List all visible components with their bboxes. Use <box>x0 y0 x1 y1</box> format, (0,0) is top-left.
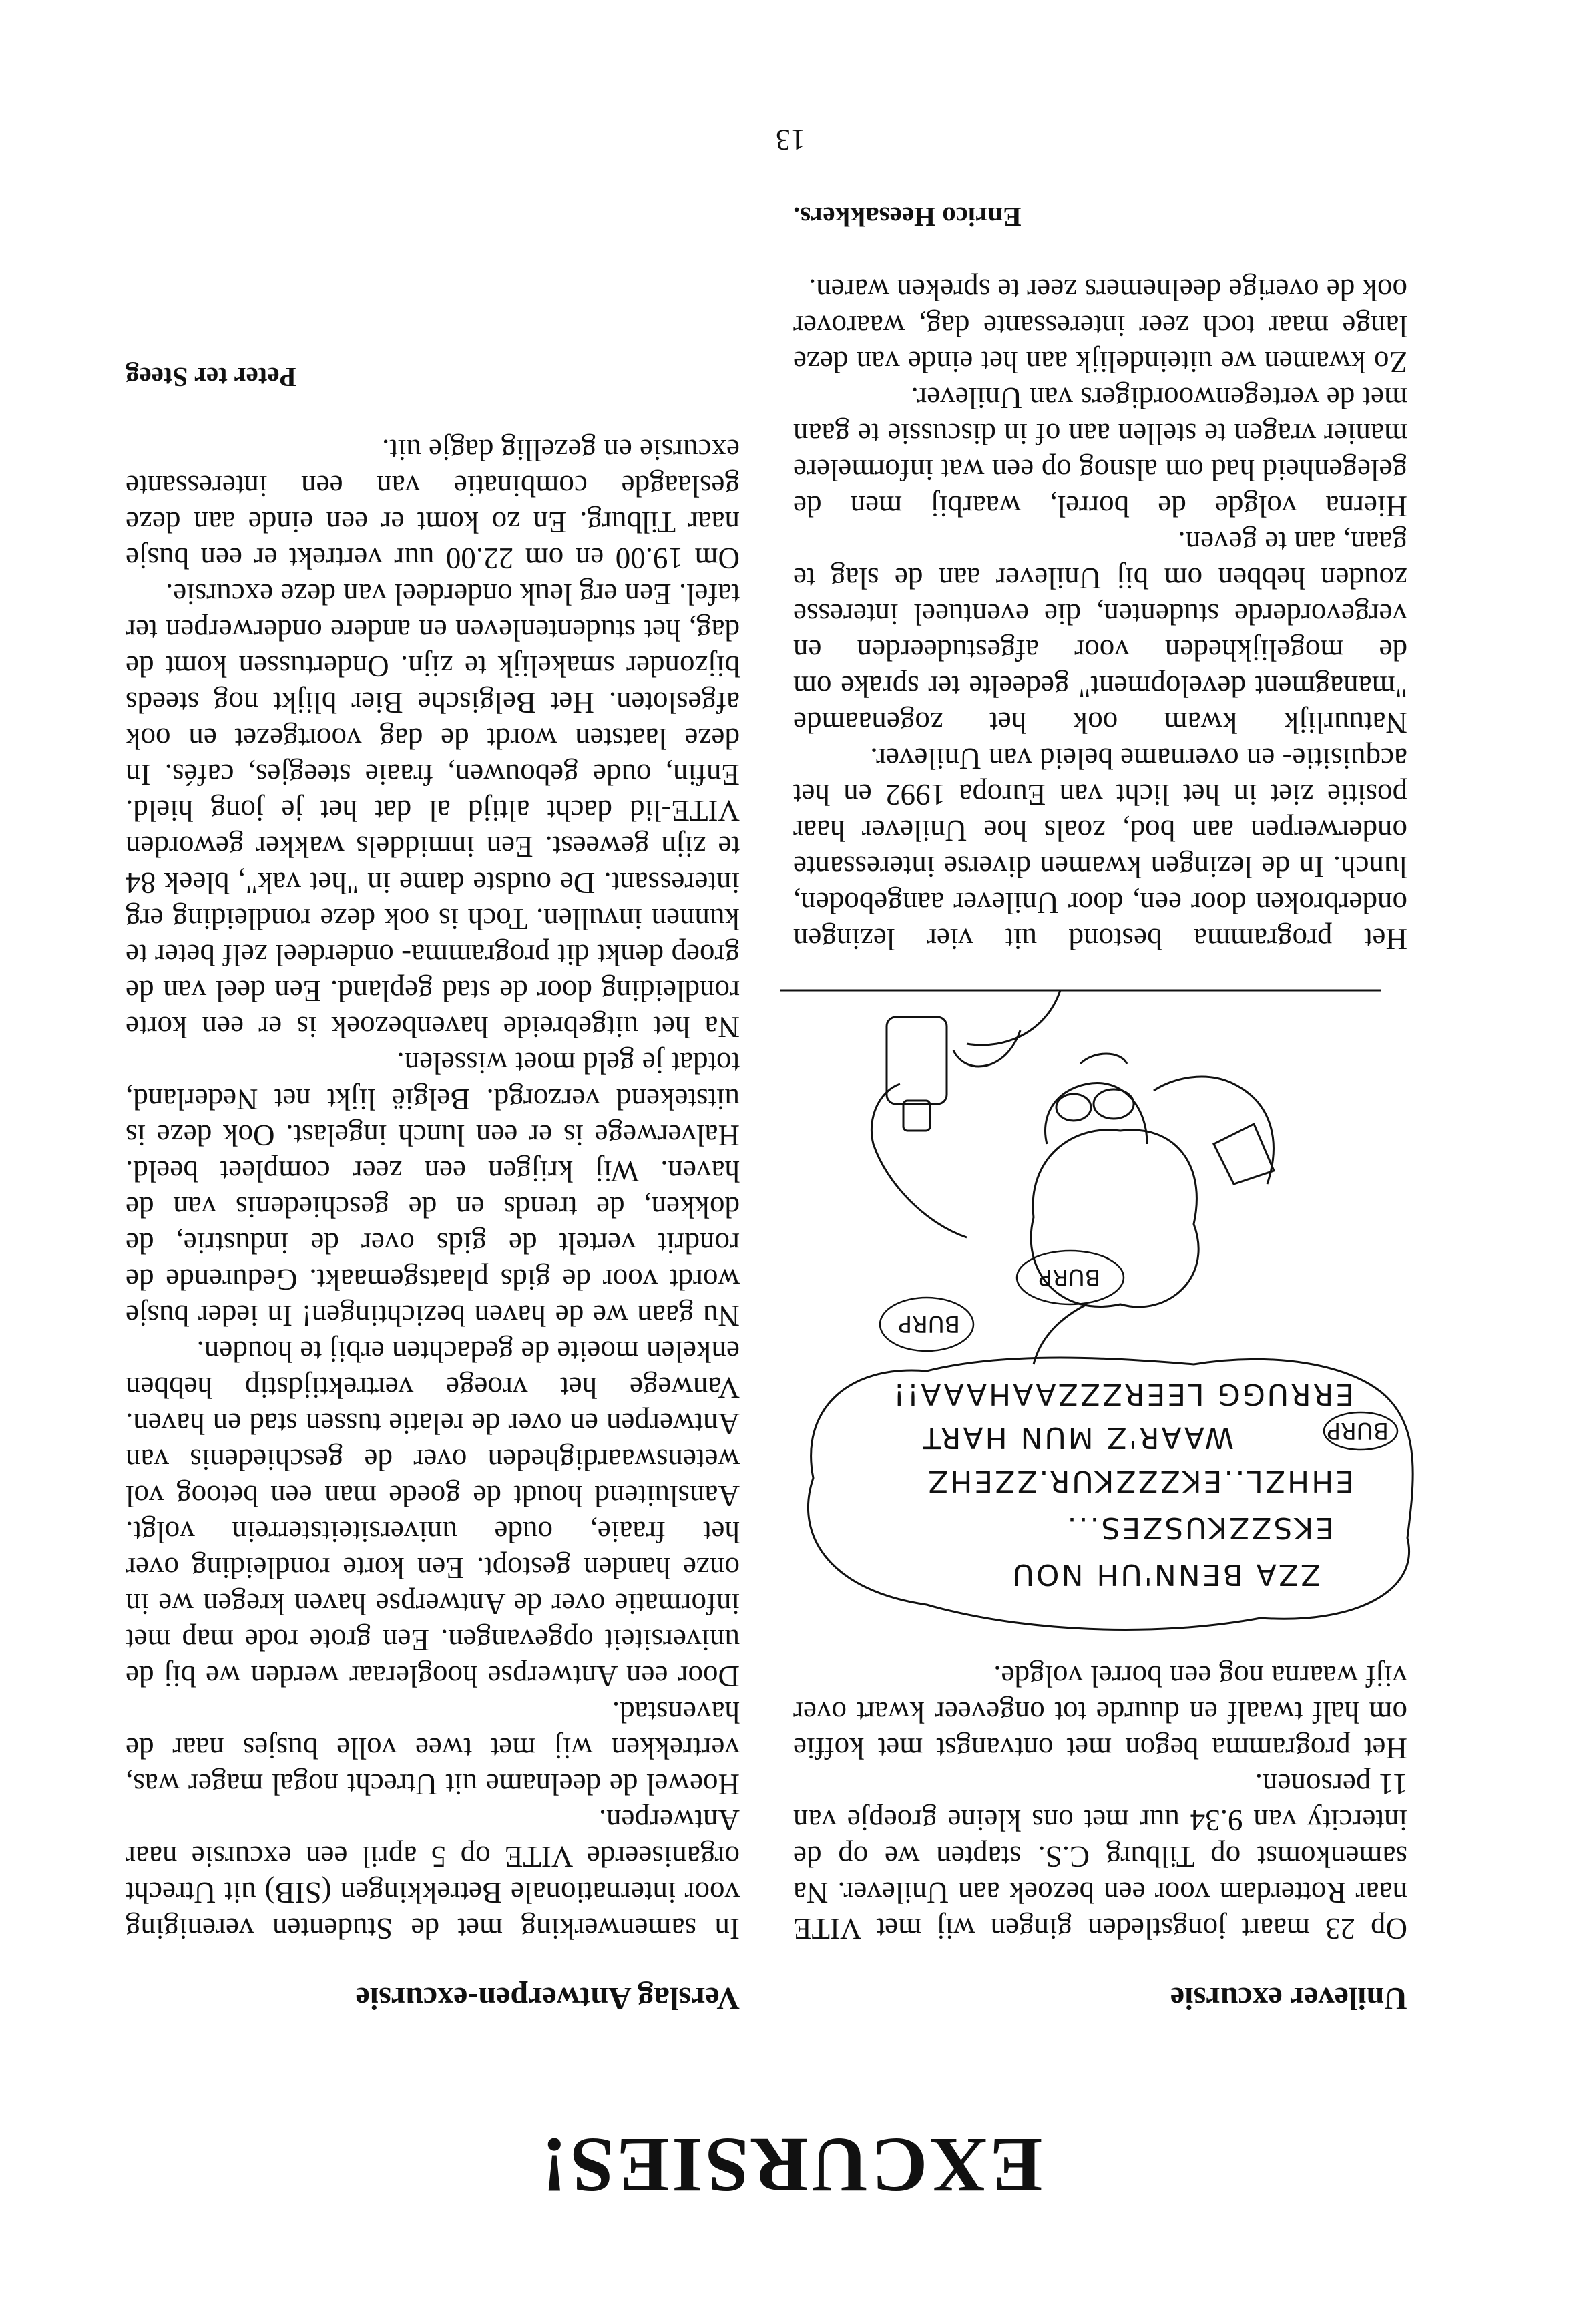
antwerpen-article <box>126 361 740 2017</box>
antwerpen-paragraph: Na het uitgebreide havenbezoek is er een korte rondleiding door de stad gepland. Een deel van de groep denkt dit programma- onderdeel zelf beter te kunnen invullen. Toch is ook deze rondleiding erg interessant. De oudste dame in "het vak", bleek 84 te zijn geweest. Een inmiddels wakker geworden VITE-lid dacht altijd al dat het je jong hield. Enfin, oude gebouwen, fraaie steegjes, cafés. In deze laatsten wordt de dag voortgezet en ook afgesloten. Het Belgische Bier blijkt nog steeds bijzonder smakelijk te zijn. Ondertussen komt de dag, het studentenleven en andere onderwerpen ter tafel. Een erg leuk onderdeel van deze excursie. <box>126 578 740 1044</box>
unilever-paragraph: Hierna volgde de borrel, waarbij men de gelegenheid had om alsnog op een wat informelere manier vragen te stellen aan of in discussie te gaan met de vertegenwoordigers van Unilever. <box>793 381 1407 523</box>
cartoon-arm <box>871 1084 967 1237</box>
unilever-heading: Unilever excursie <box>1170 1981 1407 2016</box>
antwerpen-paragraph: Nu gaan we de haven bezichtingen! In ieder busje wordt voor de gids plaatsgemaakt. Gedurende de rondrit vertelt de gids over de industrie, de dokken, de trends en de geschiedenis van de haven. Wij krijgen een zeer compleet beeld. Halverwege is er een lunch ingelast. Ook deze is uitstekend verzorgd. België lijkt net Nederland, totdat je geld moet wisselen. <box>126 1046 740 1332</box>
page-title: EXCURSIES! <box>538 2122 1043 2209</box>
burp-label: BURP <box>1038 1264 1100 1290</box>
antwerpen-paragraph: Om 19.00 en om 22.00 uur vertrekt er een busje naar Tilburg. En zo komt er een einde aan deze geslaagde combinatie van een interessante excursie en gezellig dagje uit. <box>126 433 740 575</box>
bubble-line: ERRUGG LEERZZZAAHAAA!! <box>891 1377 1354 1411</box>
antwerpen-heading: Verslag Antwerpen-excursie <box>355 1981 740 2016</box>
unilever-article <box>793 201 1407 2017</box>
burp-label: BURP <box>1327 1417 1389 1444</box>
cartoon-arm <box>1154 1077 1273 1184</box>
bubble-line: WAAR'Z MUN HART <box>921 1420 1234 1455</box>
unilever-paragraph: Zo kwamen we uiteindelijk aan het einde van deze lange maar toch zeer interessante dag, waarover ook de overige deelnemers zeer te spreken waren. <box>793 273 1407 379</box>
antwerpen-paragraph: Hoewel de deelname uit Utrecht nogal mager was, vertrekken wij met twee volle busjes naar de havenstad. <box>126 1696 740 1801</box>
unilever-signature: Enrico Heesakkers. <box>793 202 1022 232</box>
cartoon-drawing <box>780 984 1434 1652</box>
antwerpen-paragraph: In samenwerking met de Studenten vereniging voor internationale Betrekkingen (SIB) uit Utrecht organiseerde VITE op 5 april een excursie naar Antwerpen. <box>126 1804 740 1945</box>
bubble-line: EHHZL..EKZZZKUR.ZZEHZ <box>926 1464 1354 1498</box>
page-number: 13 <box>776 124 805 156</box>
antwerpen-paragraph: Door een Antwerpse hoogleraar werden we bij de universiteit opgevangen. Een grote rode map met informatie over de Antwerpse haven kregen we in onze handen gestopt. Een korte rondleiding over het fraaie, oude universiteitsterrein volgt. Aansluitend houdt de goede man een betoog vol wetenswaardigheden over de geschiedenis van Antwerpen en over de relatie tussen stad en haven. Vanwege het vroege vertrektijdstip hebben enkelen moeite de gedachten erbij te houden. <box>126 1335 740 1693</box>
unilever-paragraph: Het programma begon met ontvangst met koffie om half twaalf en duurde tot ongeveer kwart over vijf waarna nog een borrel volgde. <box>793 1660 1407 1765</box>
burp-label: BURP <box>898 1310 960 1337</box>
bubble-line: ZZA BENN'UH NOU <box>1010 1557 1321 1591</box>
unilever-paragraph: Natuurlijk kwam ook het zogenaamde "managment development" gedeelte ter sprake om de mogelijkheden voor afgestudeerden en vergevorderde studenten, die eventueel interesse zouden hebben om bij Unilever aan de slag te gaan, aan te geven. <box>793 526 1407 739</box>
unilever-paragraph: Het programma bestond uit vier lezingen onderbroken door een, door Unilever aangeboden, lunch. In de lezingen kwamen diverse interessante onderwerpen aan bod, zoals hoe Unilever haar positie ziet in het licht van Europa 1992 en het acquisitie- en overname beleid van Unilever. <box>793 742 1407 956</box>
antwerpen-signature: Peter ter Steeg <box>126 362 296 393</box>
drunk-student-cartoon <box>780 984 1434 1652</box>
unilever-paragraph: Op 23 maart jongstleden gingen wij met VITE naar Rotterdam voor een bezoek aan Unilever. Na samenkomst op Tilburg C.S. stapten we op de intercity van 9.34 uur met ons kleine groepje van 11 personen. <box>793 1768 1407 1945</box>
bubble-line: EKSZZKUSZES... <box>1065 1511 1334 1545</box>
